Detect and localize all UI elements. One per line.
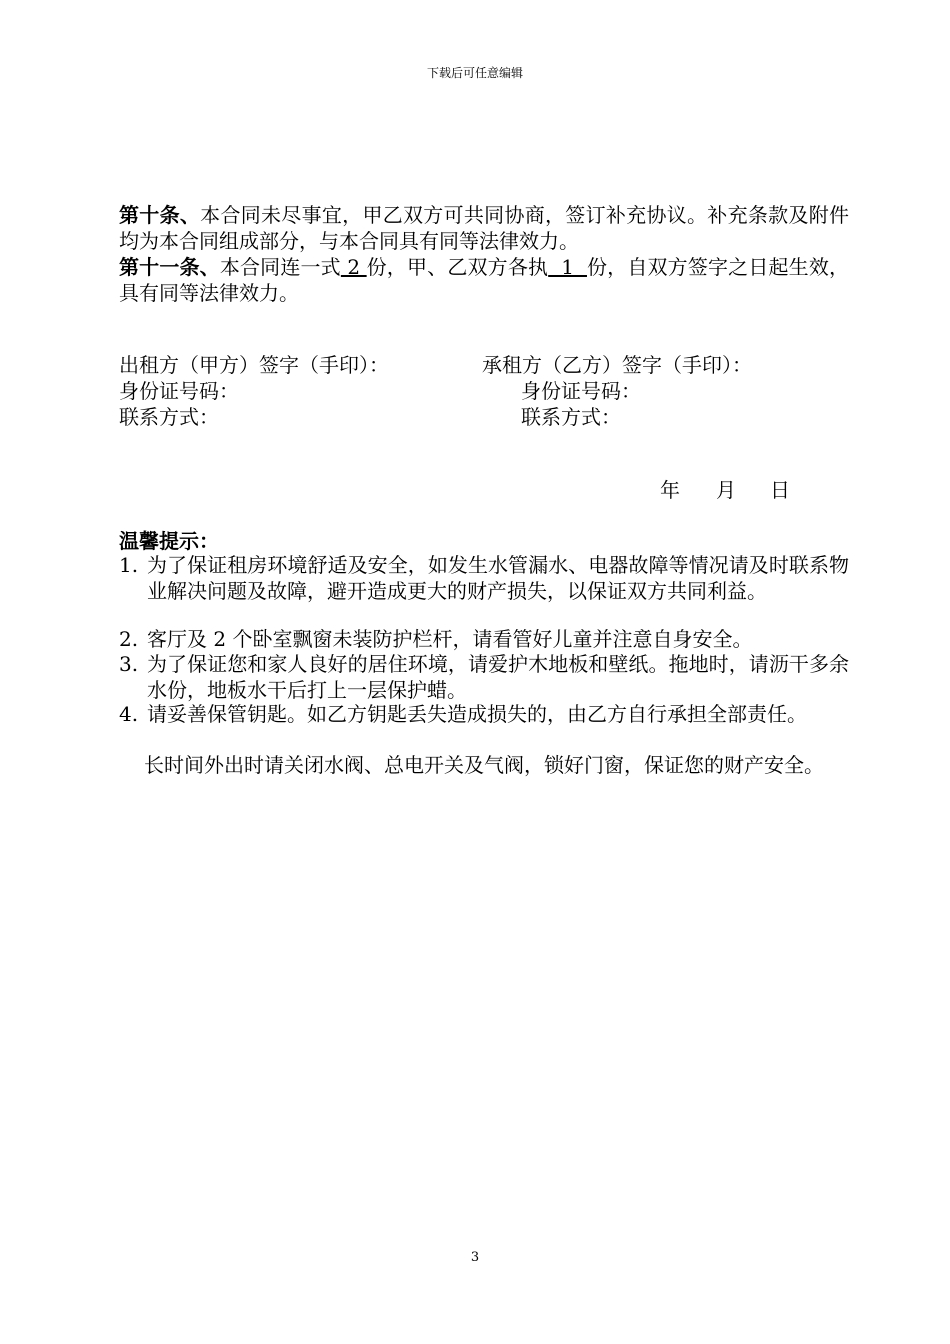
tip-item (119, 626, 849, 652)
tip-text: 客厅及 2 个卧室飘窗未装防护栏杆，请看管好儿童并注意自身安全。 (147, 627, 753, 651)
tips-title: 温馨提示： (119, 529, 219, 553)
lessor-signature-label: 出租方（甲方）签字（手印）： (119, 353, 389, 377)
tip-item (119, 552, 849, 604)
signing-date (660, 477, 790, 503)
article-11 (119, 254, 849, 306)
lessor-id-label: 身份证号码： (119, 379, 239, 403)
tip-number: 2. (119, 627, 139, 651)
lessee-signature-label: 承租方（乙方）签字（手印）： (482, 353, 752, 377)
copies-total-field: 2 (340, 255, 367, 279)
tip-number: 1. (119, 553, 139, 577)
article-10 (119, 202, 849, 254)
date-month: 月 (716, 478, 736, 502)
tip-number: 3. (119, 652, 139, 676)
tip-text: 为了保证租房环境舒适及安全，如发生水管漏水、电器故障等情况请及时联系物业解决问题及故障，避开造成更大的财产损失，以保证双方共同利益。 (147, 553, 849, 603)
lessee-id-label: 身份证号码： (521, 379, 641, 403)
date-year: 年 (660, 478, 680, 502)
article-11-text-c: 份，自双方签字之日起生效，具有同等法律效力。 (119, 255, 850, 305)
page-number: 3 (470, 1250, 480, 1265)
tips-closing: 长时间外出时请关闭水阀、总电开关及气阀，锁好门窗，保证您的财产安全。 (144, 753, 824, 777)
lessor-contact-label: 联系方式： (119, 405, 219, 429)
article-11-label: 第十一条、 (119, 255, 220, 279)
article-11-text-a: 本合同连一式 (219, 255, 341, 279)
copies-each-field: 1 (548, 255, 587, 279)
tip-item (119, 651, 849, 703)
tip-text: 为了保证您和家人良好的居住环境，请爱护木地板和壁纸。拖地时，请沥干多余水份，地板水干后打上一层保护蜡。 (147, 652, 849, 702)
article-10-text: 本合同未尽事宜，甲乙双方可共同协商，签订补充协议。补充条款及附件均为本合同组成部分，与本合同具有同等法律效力。 (119, 203, 850, 253)
page-header: 下载后可任意编辑 (426, 66, 523, 80)
article-11-text-b: 份，甲、乙双方各执 (366, 255, 549, 279)
date-day: 日 (770, 478, 790, 502)
tip-item (119, 701, 849, 727)
article-10-label: 第十条、 (119, 203, 201, 227)
tip-number: 4. (119, 702, 139, 726)
lessee-contact-label: 联系方式： (521, 405, 621, 429)
tip-text: 请妥善保管钥匙。如乙方钥匙丢失造成损失的，由乙方自行承担全部责任。 (147, 702, 807, 726)
